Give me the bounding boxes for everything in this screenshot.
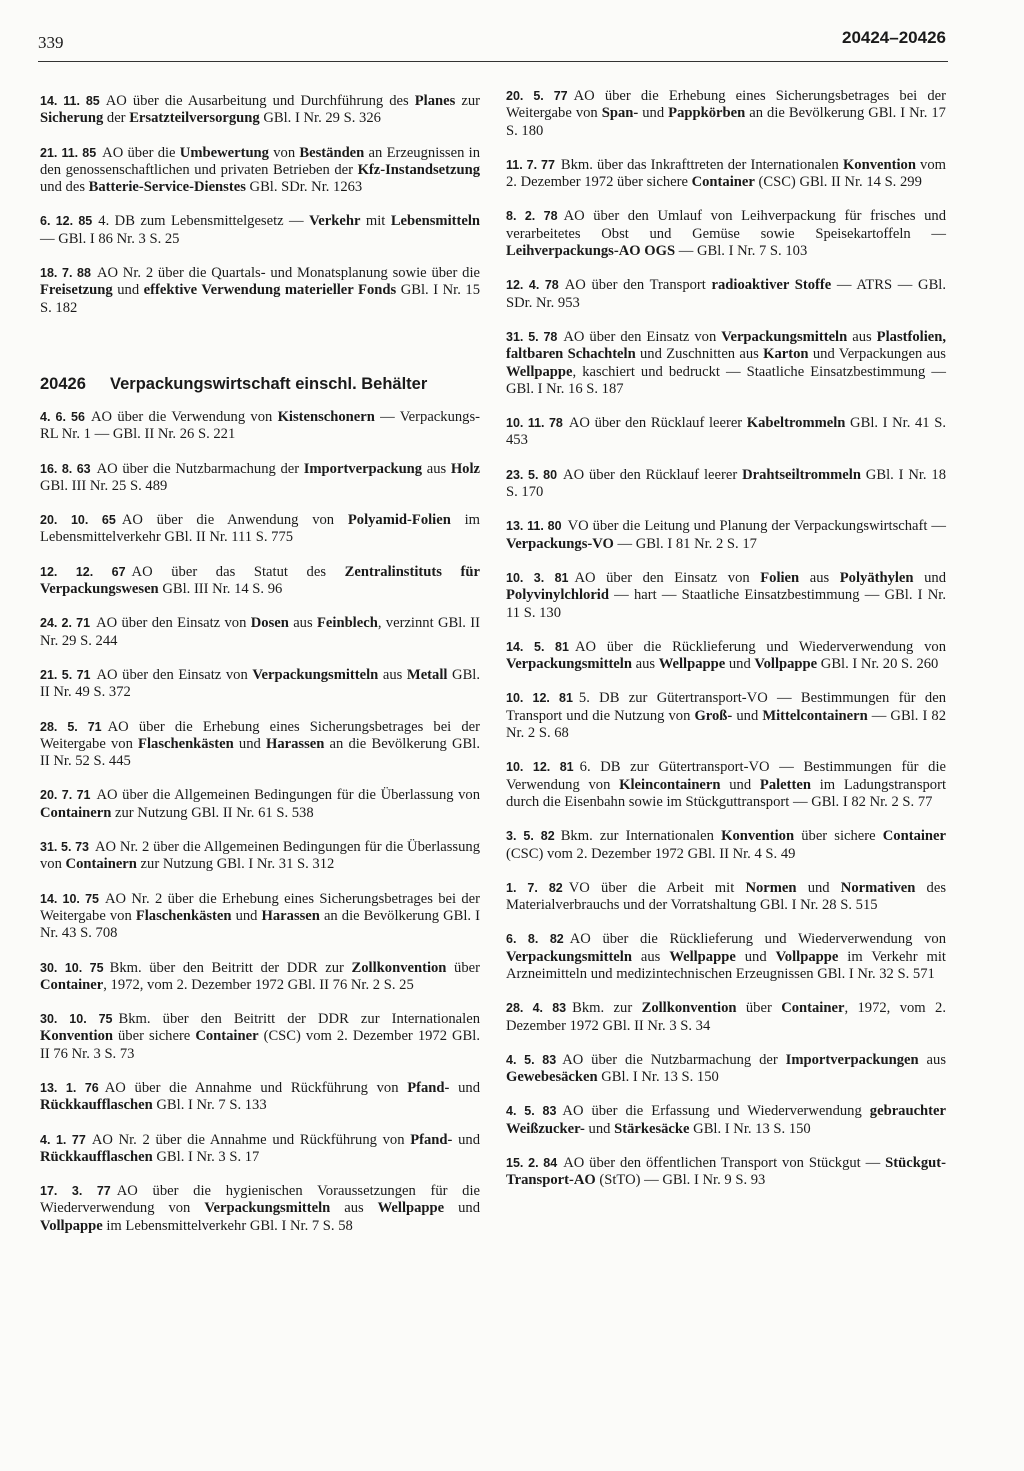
entry-keyword: Beständen xyxy=(299,144,365,161)
entry-date: 10. 11. 78 xyxy=(506,416,563,431)
entry-keyword: Verpackungsmitteln xyxy=(506,656,632,673)
entry-text: GBl. I Nr. 13 S. 150 xyxy=(597,1069,719,1086)
entry-text: — GBl. I Nr. 7 S. 103 xyxy=(675,243,808,260)
entry-text: AO über den Einsatz von xyxy=(574,569,761,586)
entry-date: 24. 2. 71 xyxy=(40,616,91,631)
entry-text: GBl. I Nr. 13 S. 150 xyxy=(689,1120,811,1137)
entry-text: Bkm. über den Beitritt der DDR zur Internationalen xyxy=(118,1011,480,1028)
index-entry xyxy=(506,88,946,140)
entry-text: , verzinnt GBl. II Nr. 29 S. 244 xyxy=(40,615,481,649)
entry-text: aus xyxy=(847,328,877,345)
entry-keyword: Gewebesäcken xyxy=(506,1069,598,1086)
entry-date: 16. 8. 63 xyxy=(40,461,91,476)
entry-keyword: Dosen xyxy=(250,615,289,632)
index-entry xyxy=(40,891,480,943)
entry-text: im Lebensmittelverkehr GBl. I Nr. 7 S. 58 xyxy=(102,1217,353,1234)
entry-keyword: Verpackungs-VO xyxy=(506,535,614,552)
entry-text: aus xyxy=(799,569,840,586)
entry-date: 11. 7. 77 xyxy=(506,157,555,172)
entry-keyword: Container xyxy=(691,174,755,191)
entry-text: und xyxy=(735,948,776,965)
entry-keyword: Zollkonvention xyxy=(641,1000,737,1017)
entry-keyword: Pappkörben xyxy=(668,105,746,122)
entry-text: GBl. SDr. Nr. 1263 xyxy=(245,179,363,196)
left-column xyxy=(40,93,480,1252)
index-entry xyxy=(40,564,480,599)
index-entry xyxy=(40,1132,480,1167)
entry-text: — GBl. I 82 Nr. 2 S. 68 xyxy=(506,707,946,742)
entry-text: des Materialverbrauchs und der Vorratshaltung GBl. I Nr. 28 S. 515 xyxy=(506,879,946,914)
entry-text: AO Nr. 2 über die Allgemeinen Bedingungen für die Überlassung von xyxy=(40,839,481,873)
entry-text: AO über die Verwendung von xyxy=(90,408,278,425)
entry-keyword: Harassen xyxy=(261,907,320,924)
index-entry xyxy=(40,93,480,128)
entry-keyword: Konvention xyxy=(721,828,795,845)
right-column xyxy=(506,88,946,1207)
entry-keyword: Metall xyxy=(406,666,448,683)
entry-text: — GBl. I 86 Nr. 3 S. 25 xyxy=(40,230,180,247)
index-entry xyxy=(40,960,480,995)
header-rule xyxy=(38,61,948,62)
entry-date: 4. 5. 83 xyxy=(506,1052,557,1067)
entry-keyword: Polyäthylen xyxy=(839,569,914,586)
entry-text: über xyxy=(446,959,480,976)
entry-date: 21. 5. 71 xyxy=(40,667,91,682)
entry-date: 3. 5. 82 xyxy=(506,829,555,844)
entry-text: — hart — Staatliche Einsatzbestimmung — GBl. I Nr. 11 S. 130 xyxy=(506,587,946,621)
entry-text: GBl. I Nr. 15 S. 182 xyxy=(40,282,481,316)
entry-keyword: Normen xyxy=(745,879,797,896)
entry-date: 30. 10. 75 xyxy=(40,960,104,975)
index-entry xyxy=(40,667,480,702)
entry-text: aus xyxy=(288,615,317,632)
entry-text: und Verpackungen aus xyxy=(808,346,946,363)
index-entry xyxy=(506,639,946,674)
entry-text: (StTO) — GBl. I Nr. 9 S. 93 xyxy=(595,1172,766,1189)
entry-text: an die Bevölkerung GBl. II Nr. 52 S. 445 xyxy=(40,735,480,770)
entry-date: 10. 12. 81 xyxy=(506,691,573,706)
entry-text: aus xyxy=(631,656,659,673)
entry-keyword: Stärkesäcke xyxy=(614,1120,690,1137)
entry-keyword: Leihverpackungs-AO OGS xyxy=(506,243,676,260)
index-entry xyxy=(40,719,480,771)
entry-text: AO über die xyxy=(102,144,180,161)
index-entry xyxy=(506,690,946,742)
entry-text: und xyxy=(732,707,763,724)
entry-keyword: Konvention xyxy=(40,1028,113,1045)
entry-text: und xyxy=(584,1120,615,1137)
entry-date: 28. 5. 71 xyxy=(40,719,102,734)
entry-text: — ATRS — GBl. SDr. Nr. 953 xyxy=(506,277,947,311)
entry-date: 23. 5. 80 xyxy=(506,467,558,482)
entry-text: AO Nr. 2 über die Annahme und Rückführung von xyxy=(91,1131,411,1148)
entry-date: 30. 10. 75 xyxy=(40,1012,113,1027)
entry-text: AO über die Erhebung eines Sicherungsbetrages bei der Weitergabe von xyxy=(40,718,480,752)
entry-text: an Erzeugnissen in den genossenschaftlichen und privaten Betrieben der xyxy=(40,144,481,178)
index-entry xyxy=(40,839,480,874)
entry-text: — GBl. I 81 Nr. 2 S. 17 xyxy=(613,535,757,552)
index-entry xyxy=(40,265,480,317)
index-entry xyxy=(40,615,480,650)
entry-text: Bkm. zur xyxy=(572,1000,642,1017)
entry-keyword: Polyvinylchlorid xyxy=(506,587,609,604)
entry-text: AO über das Statut des xyxy=(131,563,345,580)
entry-keyword: Wellpappe xyxy=(658,656,726,673)
entry-text: GBl. I Nr. 29 S. 326 xyxy=(259,110,381,127)
entry-keyword: Stückgut-Transport-AO xyxy=(506,1155,946,1189)
entry-date: 18. 7. 88 xyxy=(40,266,91,281)
entry-keyword: Sicherung xyxy=(40,110,104,127)
entry-text: AO über die Erfassung und Wiederverwendung xyxy=(562,1103,870,1120)
index-entry xyxy=(506,329,946,398)
entry-date: 14. 11. 85 xyxy=(40,94,100,108)
entry-date: 4. 5. 83 xyxy=(506,1104,557,1119)
index-entry xyxy=(506,208,946,260)
index-entry xyxy=(506,931,946,983)
entry-text: , kaschiert und bedruckt — Staatliche Einsatzbestimmung — GBl. I Nr. 16 S. 187 xyxy=(506,363,946,397)
entry-text: AO Nr. 2 über die Erhebung eines Sicherungsbetrages bei der Weitergabe von xyxy=(40,890,481,924)
entry-date: 28. 4. 83 xyxy=(506,1001,567,1016)
entry-text: AO über die Allgemeinen Bedingungen für die Überlassung von xyxy=(96,787,480,804)
index-entry xyxy=(506,828,946,863)
page-range: 20424–20426 xyxy=(841,28,946,47)
entry-keyword: Importverpackungen xyxy=(785,1051,919,1068)
entry-date: 20. 5. 77 xyxy=(506,89,568,103)
entry-text: aus xyxy=(330,1200,378,1217)
index-entry xyxy=(506,880,946,915)
index-entry xyxy=(506,1155,946,1190)
entry-text: 4. DB zum Lebensmittelgesetz — xyxy=(98,213,310,230)
entry-text: GBl. I Nr. 3 S. 17 xyxy=(152,1148,260,1165)
entry-keyword: Container xyxy=(195,1028,259,1045)
entry-keyword: Umbewertung xyxy=(179,144,269,161)
entry-date: 12. 12. 67 xyxy=(40,564,126,579)
entry-text: aus xyxy=(422,460,451,477)
entry-text: und Zuschnitten aus xyxy=(635,346,764,363)
entry-text: von xyxy=(268,144,300,161)
entry-text: im Verkehr mit Arzneimitteln und medizintechnischen Erzeugnissen GBl. I Nr. 32 S. 571 xyxy=(506,948,946,982)
entry-keyword: Lebensmitteln xyxy=(390,213,480,230)
entry-text: AO über die Annahme und Rückführung von xyxy=(104,1079,408,1096)
entry-text: AO über den Rücklauf leerer xyxy=(568,415,747,432)
entry-keyword: Freisetzung xyxy=(40,282,113,299)
entry-text: und des xyxy=(40,179,89,196)
entry-keyword: Zentralinstituts für Verpackungswesen xyxy=(40,563,480,598)
entry-keyword: Normativen xyxy=(840,879,916,896)
entry-date: 1. 7. 82 xyxy=(506,880,563,895)
entry-date: 4. 1. 77 xyxy=(40,1132,86,1147)
entry-date: 6. 12. 85 xyxy=(40,214,93,229)
entry-keyword: effektive Verwendung materieller Fonds xyxy=(143,282,397,299)
index-entry xyxy=(40,787,480,822)
entry-text: GBl. I Nr. 7 S. 133 xyxy=(152,1097,267,1114)
entry-keyword: Holz xyxy=(450,460,480,477)
entry-keyword: Pfand- xyxy=(407,1079,450,1096)
entry-keyword: Karton xyxy=(763,346,809,363)
entry-text: 5. DB zur Gütertransport-VO — Bestimmungen für den Transport und die Nutzung von xyxy=(506,690,946,724)
entry-text: VO über die Arbeit mit xyxy=(568,879,746,896)
entry-date: 31. 5. 73 xyxy=(40,840,90,855)
index-entry xyxy=(40,409,480,444)
entry-date: 31. 5. 78 xyxy=(506,329,558,344)
entry-date: 10. 12. 81 xyxy=(506,760,574,775)
entry-text: GBl. II Nr. 49 S. 372 xyxy=(40,666,481,701)
entry-keyword: Verkehr xyxy=(309,213,361,230)
entry-keyword: Container xyxy=(781,1000,845,1017)
entry-text: im Ladungstransport durch die Eisenbahn sowie im Stückguttransport — GBl. I 82 Nr. 2 S. 77 xyxy=(506,776,947,810)
index-entry xyxy=(506,518,946,553)
entry-text: im Lebensmittelverkehr GBl. II Nr. 111 S. 775 xyxy=(40,512,480,546)
section-title: Verpackungswirtschaft einschl. Behälter xyxy=(110,374,428,393)
entry-text: mit xyxy=(360,213,391,230)
index-entry xyxy=(40,213,480,248)
entries-20426-continued xyxy=(506,88,946,1190)
entry-text: GBl. I Nr. 20 S. 260 xyxy=(817,656,939,673)
entry-date: 8. 2. 78 xyxy=(506,209,558,224)
entry-text: AO über die Anwendung von xyxy=(121,512,348,529)
entry-text: und xyxy=(449,1079,480,1096)
index-entry xyxy=(40,1183,480,1235)
entry-date: 20. 7. 71 xyxy=(40,788,91,803)
entry-keyword: Container xyxy=(882,828,947,845)
entry-text: zur Nutzung GBl. II Nr. 61 S. 538 xyxy=(111,804,314,821)
entry-date: 14. 10. 75 xyxy=(40,891,99,906)
entry-text: und xyxy=(913,569,946,586)
entry-keyword: Paletten xyxy=(759,776,811,793)
entry-text: und xyxy=(725,656,755,673)
entry-keyword: Groß- xyxy=(694,707,733,724)
section-heading xyxy=(40,375,480,394)
entries-20426 xyxy=(40,409,480,1235)
entry-date: 14. 5. 81 xyxy=(506,639,569,654)
entry-keyword: Harassen xyxy=(265,735,325,752)
entry-text: GBl. III Nr. 25 S. 489 xyxy=(40,477,168,494)
entry-keyword: Ersatzteilversorgung xyxy=(129,110,260,127)
entry-keyword: Flaschenkästen xyxy=(135,907,232,924)
entry-keyword: Flaschenkästen xyxy=(138,735,234,752)
entry-keyword: Batterie-Service-Dienstes xyxy=(88,179,246,196)
entry-keyword: Containern xyxy=(65,856,137,873)
entry-keyword: Planes xyxy=(414,93,456,109)
entry-date: 13. 11. 80 xyxy=(506,519,562,534)
entry-text: und xyxy=(638,105,669,122)
entry-text: und xyxy=(452,1131,480,1148)
index-entry xyxy=(40,512,480,547)
entry-text: AO über die Rücklieferung und Wiederverwendung von xyxy=(574,638,946,655)
entry-keyword: Kleincontainern xyxy=(619,776,721,793)
entry-keyword: Span- xyxy=(601,105,639,122)
entry-keyword: Wellpappe xyxy=(669,948,736,965)
entry-text: (CSC) GBl. II Nr. 14 S. 299 xyxy=(754,174,922,191)
entry-text: aus xyxy=(378,666,407,683)
entry-text: und xyxy=(444,1200,480,1217)
entry-text: GBl. I Nr. 18 S. 170 xyxy=(506,466,947,501)
entry-keyword: Kistenschonern xyxy=(277,408,375,425)
entry-text: und xyxy=(796,879,841,896)
entry-date: 17. 3. 77 xyxy=(40,1184,111,1199)
entry-text: (CSC) vom 2. Dezember 1972 GBl. II 76 Nr. 3 S. 73 xyxy=(40,1028,480,1062)
entry-text: über sichere xyxy=(112,1028,196,1045)
entry-keyword: Plastfolien, faltbaren Schachteln xyxy=(506,328,946,363)
entry-keyword: Zollkonvention xyxy=(351,959,447,976)
entry-text: und xyxy=(112,282,144,299)
entry-date: 21. 11. 85 xyxy=(40,145,97,160)
entry-text: über sichere xyxy=(794,828,883,845)
entry-date: 13. 1. 76 xyxy=(40,1080,99,1095)
entry-text: , 1972, vom 2. Dezember 1972 GBl. II 76 Nr. 2 S. 25 xyxy=(103,976,414,993)
entry-text: , 1972, vom 2. Dezember 1972 GBl. II Nr. 3 S. 34 xyxy=(506,1000,946,1034)
page-number: 339 xyxy=(38,33,64,52)
entry-text: AO über den Einsatz von xyxy=(563,328,722,345)
entry-date: 15. 2. 84 xyxy=(506,1156,558,1171)
entry-text: GBl. I Nr. 41 S. 453 xyxy=(506,415,946,449)
entry-text: AO über die Nutzbarmachung der xyxy=(96,460,304,477)
entry-keyword: Pfand- xyxy=(410,1131,453,1148)
entry-keyword: Mittelcontainern xyxy=(762,707,868,724)
entry-keyword: Container xyxy=(40,976,104,993)
entry-text: AO über den Rücklauf leerer xyxy=(563,466,743,483)
index-entry xyxy=(506,570,946,622)
entry-text: AO über die Rücklieferung und Wiederverwendung von xyxy=(569,931,946,948)
entry-keyword: gebrauchter Weißzucker- xyxy=(506,1103,946,1137)
entry-text: Bkm. zur Internationalen xyxy=(560,828,722,845)
entry-text: Bkm. über den Beitritt der DDR zur xyxy=(109,959,352,976)
entry-keyword: Konvention xyxy=(842,156,916,173)
entry-text: zur xyxy=(455,93,480,109)
entry-keyword: Rückkaufflaschen xyxy=(40,1148,153,1165)
entry-text: an die Bevölkerung GBl. I Nr. 17 S. 180 xyxy=(506,105,946,139)
index-entry xyxy=(506,1000,946,1035)
index-entry xyxy=(506,157,946,192)
entry-text: VO über die Leitung und Planung der Verpackungswirtschaft — xyxy=(567,518,946,535)
entry-keyword: Kabeltrommeln xyxy=(746,415,846,432)
entry-keyword: Rückkaufflaschen xyxy=(40,1097,153,1114)
entry-keyword: Importverpackung xyxy=(303,460,423,477)
index-entry xyxy=(40,145,480,197)
entry-text: Bkm. über das Inkrafttreten der Internationalen xyxy=(560,156,843,173)
index-entry xyxy=(506,277,946,312)
index-entry xyxy=(506,415,946,450)
entry-date: 20. 10. 65 xyxy=(40,513,116,528)
entry-text: AO über den Transport xyxy=(564,277,712,294)
entry-text: AO über die Ausarbeitung und Durchführung des xyxy=(105,93,415,109)
index-entry xyxy=(40,461,480,496)
entry-date: 6. 8. 82 xyxy=(506,932,564,947)
entry-text: und xyxy=(231,907,262,924)
entry-keyword: Vollpappe xyxy=(775,948,839,965)
entry-keyword: Verpackungsmitteln xyxy=(506,948,632,965)
entry-date: 10. 3. 81 xyxy=(506,570,569,585)
entry-text: AO Nr. 2 über die Quartals- und Monatsplanung sowie über die xyxy=(96,265,480,282)
entry-keyword: Wellpappe xyxy=(377,1200,445,1217)
entry-text: der xyxy=(103,110,130,127)
entry-keyword: Kfz-Instandsetzung xyxy=(357,161,480,178)
entry-keyword: Verpackungsmitteln xyxy=(204,1200,331,1217)
entry-text: aus xyxy=(631,948,670,965)
entry-text: und xyxy=(233,735,266,752)
entry-text: zur Nutzung GBl. I Nr. 31 S. 312 xyxy=(136,856,335,873)
entry-keyword: Verpackungsmitteln xyxy=(252,666,379,683)
entry-text: AO über die Nutzbarmachung der xyxy=(562,1051,786,1068)
entry-keyword: Containern xyxy=(40,804,112,821)
entry-text: 6. DB zur Gütertransport-VO — Bestimmungen für die Verwendung von xyxy=(506,759,946,793)
entry-text: aus xyxy=(918,1051,946,1068)
entry-text: GBl. III Nr. 14 S. 96 xyxy=(158,581,283,598)
entry-keyword: Feinblech xyxy=(317,615,378,632)
entry-text: — Verpackungs-RL Nr. 1 — GBl. II Nr. 26 S. 221 xyxy=(40,408,480,443)
entry-keyword: Verpackungsmitteln xyxy=(721,328,848,345)
entry-text: AO über den Einsatz von xyxy=(96,666,253,683)
entry-keyword: Drahtseiltrommeln xyxy=(742,466,861,483)
entry-keyword: Wellpappe xyxy=(506,363,573,380)
entry-text: AO über die hygienischen Voraussetzungen für die Wiederverwendung von xyxy=(40,1183,481,1217)
entry-text: vom 2. Dezember 1972 über sichere xyxy=(506,156,947,191)
entry-text: an die Bevölkerung GBl. I Nr. 43 S. 708 xyxy=(40,907,480,942)
entry-keyword: Folien xyxy=(760,569,800,586)
entry-date: 4. 6. 56 xyxy=(40,409,85,424)
entry-text: AO über den Einsatz von xyxy=(96,615,251,632)
index-entry xyxy=(40,1080,480,1115)
index-entry xyxy=(506,467,946,502)
index-entry xyxy=(40,1011,480,1063)
entry-keyword: radioaktiver Stoffe xyxy=(711,277,832,294)
entry-keyword: Vollpappe xyxy=(40,1217,103,1234)
entry-text: (CSC) vom 2. Dezember 1972 GBl. II Nr. 4 S. 49 xyxy=(506,845,796,862)
entry-keyword: Vollpappe xyxy=(754,656,818,673)
entry-text: und xyxy=(720,776,760,793)
entry-text: AO über den Umlauf von Leihverpackung für frisches und verarbeitetes Obst und Gemüse sowie Speisekartoffeln — xyxy=(506,208,946,242)
index-entry xyxy=(506,1103,946,1138)
entry-text: AO über den öffentlichen Transport von Stückgut — xyxy=(563,1155,886,1172)
entries-20424-continued xyxy=(40,93,480,317)
entry-keyword: Polyamid-Folien xyxy=(347,512,451,529)
index-entry xyxy=(506,1052,946,1087)
index-entry xyxy=(506,759,946,811)
entry-text: AO über die Erhebung eines Sicherungsbetrages bei der Weitergabe von xyxy=(506,88,946,122)
entry-text: über xyxy=(736,1000,782,1017)
entry-date: 12. 4. 78 xyxy=(506,278,559,293)
section-number: 20426 xyxy=(40,374,86,393)
